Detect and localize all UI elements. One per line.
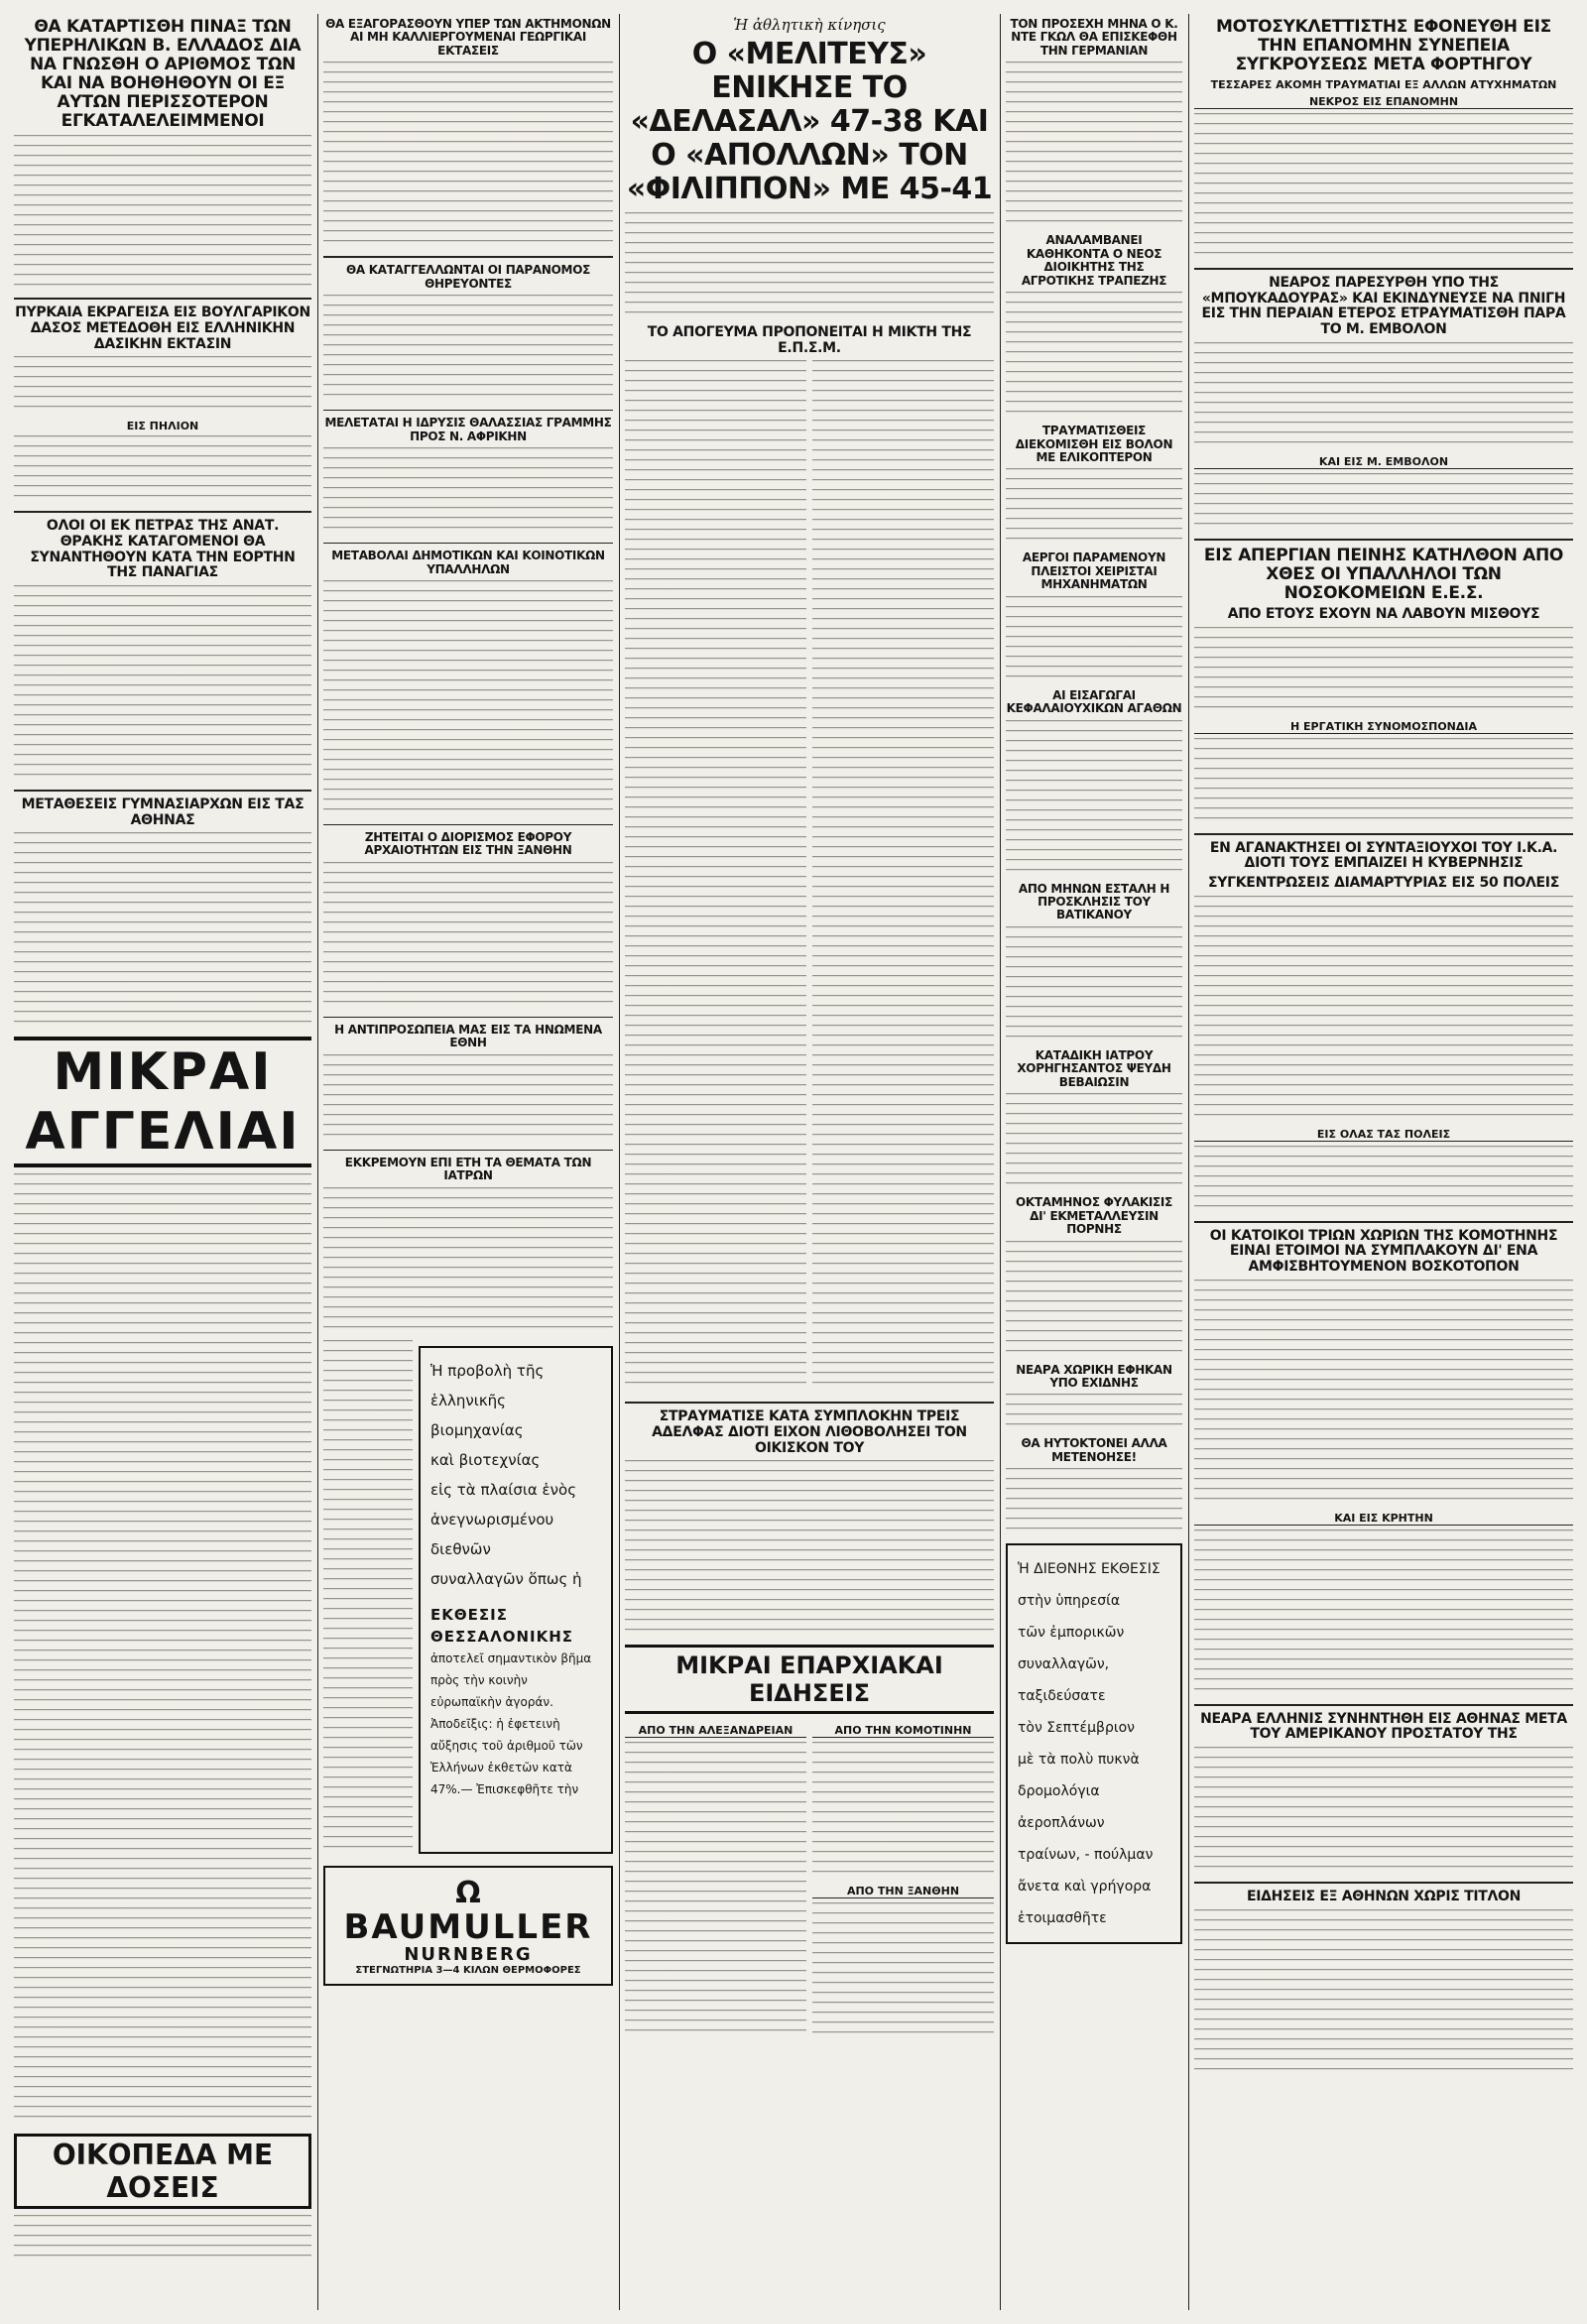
headline: ΠΥΡΚΑΙΑ ΕΚΡΑΓΕΙΣΑ ΕΙΣ ΒΟΥΛΓΑΡΙΚΟΝ ΔΑΣΟΣ ΜΕΤΕΔΟΘΗ ΕΙΣ ΕΛΛΗΝΙΚΗΝ ΔΑΣΙΚΗΝ ΕΚΤΑΣΙΝ (15, 305, 310, 352)
headline: ΣΤΡΑΥΜΑΤΙΣΕ ΚΑΤΑ ΣΥΜΠΛΟΚΗΝ ΤΡΕΙΣ ΑΔΕΛΦΑΣ ΔΙΟΤΙ ΕΙΧΟΝ ΛΙΘΟΒΟΛΗΣΕΙ ΤΟΝ ΟΙΚΙΣΚΟΝ ΤΟΥ (652, 1408, 967, 1456)
headline: ΑΝΑΛΑΜΒΑΝΕΙ ΚΑΘΗΚΟΝΤΑ Ο ΝΕΟΣ ΔΙΟΙΚΗΤΗΣ ΤΗΣ ΑΓΡΟΤΙΚΗΣ ΤΡΑΠΕΖΗΣ (1021, 233, 1167, 288)
article-text (1006, 926, 1182, 1045)
article-text (812, 1902, 994, 2041)
article-text (625, 1460, 994, 1639)
section-kicker: Ἡ ἀθλητικὴ κίνησις (733, 16, 886, 34)
classified-title: ΜΙΚΡΑΙ ΑΓΓΕΛΙΑΙ (14, 1037, 311, 1167)
article-text (1194, 627, 1573, 716)
article-text (323, 295, 613, 404)
headline: ΟΛΟΙ ΟΙ ΕΚ ΠΕΤΡΑΣ ΤΗΣ ΑΝΑΤ. ΘΡΑΚΗΣ ΚΑΤΑΓΟΜΕΝΟΙ ΘΑ ΣΥΝΑΝΤΗΘΟΥΝ ΚΑΤΑ ΤΗΝ ΕΟΡΤΗΝ ΤΗΣ ΠΑΝΑΓΙΑΣ (30, 518, 296, 581)
article-text (1006, 1241, 1182, 1360)
article-text (1006, 468, 1182, 548)
article-text (323, 1187, 613, 1336)
headline: ΟΙ ΚΑΤΟΙΚΟΙ ΤΡΙΩΝ ΧΩΡΙΩΝ ΤΗΣ ΚΟΜΟΤΗΝΗΣ ΕΙΝΑΙ ΕΤΟΙΜΟΙ ΝΑ ΣΥΜΠΛΑΚΟΥΝ ΔΙ' ΕΝΑ ΑΜΦΙΣΒΗΤΟΥΜΕΝΟΝ ΒΟΣΚΟΤΟΠΟΝ (1209, 1227, 1558, 1275)
section-heading: ΚΑΙ ΕΙΣ ΚΡΗΤΗΝ (1194, 1512, 1573, 1526)
headline: ΕΙΔΗΣΕΙΣ ΕΞ ΑΘΗΝΩΝ ΧΩΡΙΣ ΤΙΤΛΟΝ (1246, 1888, 1522, 1904)
headline: ΟΚΤΑΜΗΝΟΣ ΦΥΛΑΚΙΣΙΣ ΔΙ' ΕΚΜΕΤΑΛΛΕΥΣΙΝ ΠΟΡΝΗΣ (1016, 1195, 1172, 1237)
headline: ΝΕΑΡΟΣ ΠΑΡΕΣΥΡΘΗ ΥΠΟ ΤΗΣ «ΜΠΟΥΚΑΔΟΥΡΑΣ» ΚΑΙ ΕΚΙΝΔΥΝΕΥΣΕ ΝΑ ΠΝΙΓΗ ΕΙΣ ΤΗΝ ΠΕΡΑΙΑΝ ΕΤΕΡΟΣ ΕΤΡΑΥΜΑΤΙΣΘΗ ΠΑΡΑ ΤΟ Μ. ΕΜΒΟΛΟΝ (1201, 275, 1566, 338)
brand-city: NURNBERG (404, 1943, 533, 1965)
article-text (1006, 1468, 1182, 1537)
article-text (1194, 1909, 1573, 2078)
headline: ΘΑ ΕΞΑΓΟΡΑΣΘΟΥΝ ΥΠΕΡ ΤΩΝ ΑΚΤΗΜΟΝΩΝ ΑΙ ΜΗ ΚΑΛΛΙΕΡΓΟΥΜΕΝΑΙ ΓΕΩΡΓΙΚΑΙ ΕΚΤΑΣΕΙΣ (325, 17, 611, 58)
plots-ad-text (14, 2215, 311, 2263)
subheading: ΣΥΓΚΕΝΤΡΩΣΕΙΣ ΔΙΑΜΑΡΤΥΡΙΑΣ ΕΙΣ 50 ΠΟΛΕΙΣ (1208, 874, 1559, 891)
brand-products: ΣΤΕΓΝΩΤΗΡΙΑ 3—4 ΚΙΛΩΝ ΘΕΡΜΟΦΟΡΕΣ (355, 1964, 581, 1976)
classified-listing (323, 1340, 413, 1856)
section-heading: ΚΑΙ ΕΙΣ Μ. ΕΜΒΟΛΟΝ (1194, 455, 1573, 469)
section-heading: ΑΠΟ ΤΗΝ ΞΑΝΘΗΝ (812, 1885, 994, 1898)
article-text (1194, 1747, 1573, 1876)
article-text (14, 832, 311, 1031)
article-text (625, 360, 806, 1392)
baumuller-advertisement (323, 1866, 613, 1986)
article-text (1194, 1146, 1573, 1215)
subheading: ΤΕΣΣΑΡΕΣ ΑΚΟΜΗ ΤΡΑΥΜΑΤΙΑΙ ΕΞ ΑΛΛΩΝ ΑΤΥΧΗΜΑΤΩΝ (1210, 78, 1557, 92)
headline: ΑΠΟ ΜΗΝΩΝ ΕΣΤΑΛΗ Η ΠΡΟΣΚΛΗΣΙΣ ΤΟΥ ΒΑΤΙΚΑΝΟΥ (1018, 881, 1170, 922)
section-heading: ΑΠΟ ΤΗΝ ΚΟΜΟΤΙΝΗΝ (812, 1724, 994, 1738)
article-text (14, 356, 311, 416)
article-text (1194, 473, 1573, 533)
article-text (323, 1054, 613, 1144)
headline: ΜΟΤΟΣΥΚΛΕΤΤΙΣΤΗΣ ΕΦΟΝΕΥΘΗ ΕΙΣ ΤΗΝ ΕΠΑΝΟΜΗΝ ΣΥΝΕΠΕΙΑ ΣΥΓΚΡΟΥΣΕΩΣ ΜΕΤΑ ΦΟΡΤΗΓΟΥ (1216, 17, 1551, 75)
article-text (1194, 342, 1573, 451)
headline: ΘΑ ΚΑΤΑΡΤΙΣΘΗ ΠΙΝΑΞ ΤΩΝ ΥΠΕΡΗΛΙΚΩΝ Β. ΕΛΛΑΔΟΣ ΔΙΑ ΝΑ ΓΝΩΣΘΗ Ο ΑΡΙΘΜΟΣ ΤΩΝ ΚΑΙ ΝΑ ΒΟΗΘΗΘΟΥΝ ΟΙ ΕΞ ΑΥΤΩΝ ΠΕΡΙΣΣΟΤΕΡΟΝ ΕΓΚΑΤΑΛΕΛΕΙΜΜΕΝΟΙ (24, 17, 302, 132)
article-text (1194, 1529, 1573, 1698)
headline: ΝΕΑΡΑ ΧΩΡΙΚΗ ΕΦΗΚΑΝ ΥΠΟ ΕΧΙΔΝΗΣ (1016, 1362, 1172, 1390)
sports-banner-headline: Ο «ΜΕΛΙΤΕΥΣ» ΕΝΙΚΗΣΕ ΤΟ «ΔΕΛΑΣΑΛ» 47-38 ΚΑΙ Ο «ΑΠΟΛΛΩΝ» ΤΟΝ «ΦΙΛΙΠΠΟΝ» ΜΕ 45-41 (626, 37, 993, 206)
ad-emphasis: ΕΚΘΕΣΙΣ ΘΕΣΣΑΛΟΝΙΚΗΣ (430, 1605, 574, 1646)
column-5 (1194, 14, 1573, 2310)
brand-name: BAUMULLER (343, 1906, 593, 1947)
article-text (1006, 61, 1182, 230)
article-text (1194, 896, 1573, 1124)
column-3 (625, 14, 994, 2310)
plots-ad-title: ΟΙΚΟΠΕΔΑ ΜΕ ΔΟΣΕΙΣ (14, 2134, 311, 2209)
article-text (1194, 113, 1573, 262)
headline: ΑΙ ΕΙΣΑΓΩΓΑΙ ΚΕΦΑΛΑΙΟΥΧΙΚΩΝ ΑΓΑΘΩΝ (1006, 687, 1182, 716)
article-text (1006, 292, 1182, 421)
headline: ΖΗΤΕΙΤΑΙ Ο ΔΙΟΡΙΣΜΟΣ ΕΦΟΡΟΥ ΑΡΧΑΙΟΤΗΤΩΝ ΕΙΣ ΤΗΝ ΞΑΝΘΗΝ (364, 829, 572, 858)
article-text (14, 135, 311, 292)
headline: ΜΕΛΕΤΑΤΑΙ Η ΙΔΡΥΣΙΣ ΘΑΛΑΣΣΙΑΣ ΓΡΑΜΜΗΣ ΠΡΟΣ Ν. ΑΦΡΙΚΗΝ (324, 416, 612, 443)
headline: ΜΕΤΑΘΕΣΕΙΣ ΓΥΜΝΑΣΙΑΡΧΩΝ ΕΙΣ ΤΑΣ ΑΘΗΝΑΣ (21, 795, 305, 828)
fair-travel-advertisement: Ἡ ΔΙΕΘΝΗΣ ΕΚΘΕΣΙΣ στὴν ὑπηρεσία τῶν ἐμπορικῶν συναλλαγῶν, ταξιδεύσατε τὸν Σεπτέμβριον μὲ τὰ πολὺ πυκνὰ δρομολόγια ἀεροπλάνων τραίνων, - πούλμαν ἄνετα καὶ γρήγορα ἑτοιμασθῆτε (1006, 1543, 1182, 1944)
column-1 (14, 14, 311, 2310)
headline: ΑΕΡΓΟΙ ΠΑΡΑΜΕΝΟΥΝ ΠΛΕΙΣΤΟΙ ΧΕΙΡΙΣΤΑΙ ΜΗΧΑΝΗΜΑΤΩΝ (1022, 550, 1166, 592)
column-2 (323, 14, 613, 2310)
headline: ΤΡΑΥΜΑΤΙΣΘΕΙΣ ΔΙΕΚΟΜΙΣΘΗ ΕΙΣ ΒΟΛΟΝ ΜΕ ΕΛΙΚΟΠΤΕΡΟΝ (1015, 424, 1173, 464)
headline: ΕΚΚΡΕΜΟΥΝ ΕΠΙ ΕΤΗ ΤΑ ΘΕΜΑΤΑ ΤΩΝ ΙΑΤΡΩΝ (344, 1155, 592, 1183)
article-text (323, 580, 613, 818)
section-heading: Η ΕΡΓΑΤΙΚΗ ΣΥΝΟΜΟΣΠΟΝΔΙΑ (1194, 720, 1573, 734)
classified-listing (14, 1173, 311, 2126)
article-text (1006, 1093, 1182, 1192)
headline: ΕΙΣ ΑΠΕΡΓΙΑΝ ΠΕΙΝΗΣ ΚΑΤΗΛΘΟΝ ΑΠΟ ΧΘΕΣ ΟΙ ΥΠΑΛΛΗΛΟΙ ΤΩΝ ΝΟΣΟΚΟΜΕΙΩΝ Ε.Ε.Σ. (1203, 545, 1564, 603)
article-text (1006, 596, 1182, 685)
article-text (625, 212, 994, 321)
headline: ΘΑ ΚΑΤΑΓΓΕΛΛΩΝΤΑΙ ΟΙ ΠΑΡΑΝΟΜΟΣ ΘΗΡΕΥΟΝΤΕΣ (346, 263, 590, 291)
article-text (323, 862, 613, 1011)
section-heading: ΑΠΟ ΤΗΝ ΑΛΕΞΑΝΔΡΕΙΑΝ (625, 1724, 806, 1738)
headline: ΤΟ ΑΠΟΓΕΥΜΑ ΠΡΟΠΟΝΕΙΤΑΙ Η ΜΙΚΤΗ ΤΗΣ Ε.Π.Σ.Μ. (647, 324, 972, 356)
subheading: ΑΠΟ ΕΤΟΥΣ ΕΧΟΥΝ ΝΑ ΛΑΒΟΥΝ ΜΙΣΘΟΥΣ (1227, 605, 1540, 622)
article-text (625, 1742, 806, 2039)
section-heading: ΕΙΣ ΟΛΑΣ ΤΑΣ ΠΟΛΕΙΣ (1194, 1128, 1573, 1142)
headline: ΘΑ ΗΥΤΟΚΤΟΝΕΙ ΑΛΛΑ ΜΕΤΕΝΟΗΣΕ! (1021, 1436, 1167, 1464)
article-text (1194, 738, 1573, 827)
article-text (1006, 1394, 1182, 1433)
headline: ΝΕΑΡΑ ΕΛΛΗΝΙΣ ΣΥΝΗΝΤΗΘΗ ΕΙΣ ΑΘΗΝΑΣ ΜΕΤΑ ΤΟΥ ΑΜΕΡΙΚΑΝΟΥ ΠΡΟΣΤΑΤΟΥ ΤΗΣ (1200, 1710, 1567, 1743)
section-heading: ΝΕΚΡΟΣ ΕΙΣ ΕΠΑΝΟΜΗΝ (1194, 95, 1573, 109)
headline: ΕΝ ΑΓΑΝΑΚΤΗΣΕΙ ΟΙ ΣΥΝΤΑΞΙΟΥΧΟΙ ΤΟΥ Ι.Κ.Α. ΔΙΟΤΙ ΤΟΥΣ ΕΜΠΑΙΖΕΙ Η ΚΥΒΕΡΝΗΣΙΣ (1209, 839, 1558, 872)
column-4 (1006, 14, 1182, 2310)
headline: ΤΟΝ ΠΡΟΣΕΧΗ ΜΗΝΑ Ο Κ. ΝΤΕ ΓΚΩΛ ΘΑ ΕΠΙΣΚΕΦΘΗ ΤΗΝ ΓΕΡΜΑΝΙΑΝ (1010, 17, 1178, 58)
headline: ΚΑΤΑΔΙΚΗ ΙΑΤΡΟΥ ΧΟΡΗΓΗΣΑΝΤΟΣ ΨΕΥΔΗ ΒΕΒΑΙΩΣΙΝ (1017, 1047, 1171, 1089)
newspaper-page (14, 14, 1573, 2310)
article-text (14, 585, 311, 784)
article-text (1006, 720, 1182, 879)
article-text (812, 1742, 994, 1881)
headline: ΜΕΤΑΒΟΛΑΙ ΔΗΜΟΤΙΚΩΝ ΚΑΙ ΚΟΙΝΟΤΙΚΩΝ ΥΠΑΛΛΗΛΩΝ (331, 549, 605, 576)
article-text (812, 360, 994, 1392)
subheading: ΕΙΣ ΠΗΛΙΟΝ (126, 420, 199, 433)
article-text (323, 61, 613, 250)
article-text (323, 447, 613, 537)
provincial-news-title: ΜΙΚΡΑΙ ΕΠΑΡΧΙΑΚΑΙ ΕΙΔΗΣΕΙΣ (625, 1645, 994, 1714)
article-text (1194, 1280, 1573, 1508)
headline: Η ΑΝΤΙΠΡΟΣΩΠΕΙΑ ΜΑΣ ΕΙΣ ΤΑ ΗΝΩΜΕΝΑ ΕΘΝΗ (334, 1022, 602, 1050)
brand-logo: Ω (455, 1875, 481, 1910)
article-text (14, 435, 311, 505)
fair-advertisement: Ἡ προβολὴ τῆς ἑλληνικῆς βιομηχανίας καὶ βιοτεχνίας εἰς τὰ πλαίσια ἑνὸς ἀνεγνωρισμένου διεθνῶν συναλλαγῶν ὅπως ἡ ΕΚΘΕΣΙΣ ΘΕΣΣΑΛΟΝΙΚΗΣ ἀποτελεῖ σημαντικὸν βῆμα πρὸς τὴν κοινὴν εὐρωπαϊκὴν ἀγοράν. Ἀποδεῖξις: ἡ ἐφετεινὴ αὔξησις τοῦ ἀριθμοῦ τῶν Ἑλλήνων ἐκθετῶν κατὰ 47%.— Ἐπισκεφθῆτε τὴν (419, 1346, 613, 1854)
